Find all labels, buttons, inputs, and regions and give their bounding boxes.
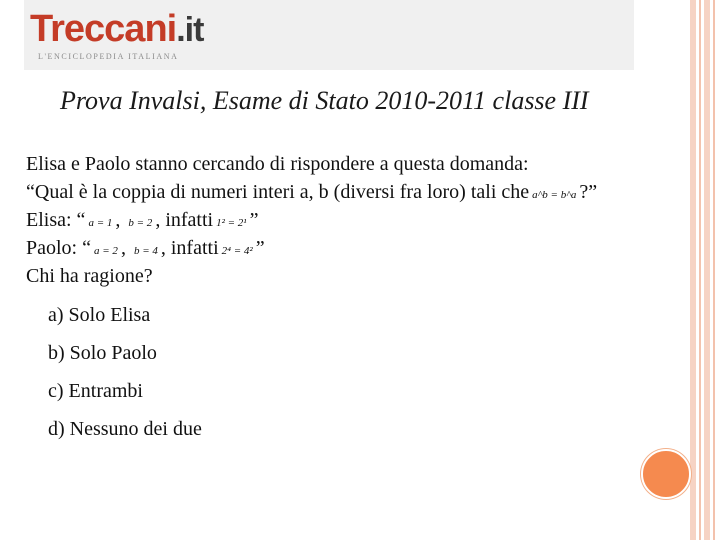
elisa-end: ” [249,209,259,231]
decorative-stripe [690,0,696,540]
question-intro: Elisa e Paolo stanno cercando di rispondere a questa domanda: [26,153,529,175]
elisa-proof: 1² = 2¹ [216,217,247,230]
paolo-label: Paolo: “ [26,237,91,259]
answer-option-d[interactable] [48,418,202,456]
logo-tagline: L'ENCICLOPEDIA ITALIANA [38,52,179,61]
answer-list [48,304,202,456]
decorative-stripe [713,0,715,540]
question-end: ?” [579,181,598,203]
answer-text: Solo Elisa [68,304,151,326]
elisa-infatti: , infatti [155,209,214,231]
elisa-label: Elisa: “ [26,209,86,231]
answer-option-a[interactable] [48,304,202,342]
answer-letter: a) [48,304,64,326]
treccani-logo [30,8,203,51]
answer-letter: b) [48,342,65,364]
logo-banner [24,0,634,70]
paolo-line: Paolo: “ a = 2 , b = 4 , infatti 2⁴ = 4² ” [26,234,686,262]
question-block [26,150,686,290]
question-prompt: Chi ha ragione? [26,265,153,287]
question-math: a^b = b^a [532,189,577,202]
question-text: “Qual è la coppia di numeri interi a, b (diversi fra loro) tali che [26,181,530,203]
elisa-a-value: a = 1 [88,217,113,230]
question-line [26,262,686,290]
paolo-infatti: , infatti [160,237,219,259]
slide-title: Prova Invalsi, Esame di Stato 2010-2011 classe III [60,86,589,115]
answer-option-c[interactable] [48,380,202,418]
logo-suffix: .it [176,11,204,49]
elisa-b-value: b = 2 [128,217,153,230]
answer-text: Entrambi [68,380,143,402]
paolo-end: ” [255,237,265,259]
decorative-stripe [699,0,701,540]
question-line [26,178,686,206]
answer-letter: c) [48,380,64,402]
elisa-line: Elisa: “ a = 1 , b = 2 , infatti 1² = 2¹ ” [26,206,686,234]
paolo-proof: 2⁴ = 4² [221,245,253,258]
question-line [26,150,686,178]
logo-brand: Treccani [30,8,177,50]
answer-option-b[interactable] [48,342,202,380]
decorative-circle [641,449,691,499]
answer-letter: d) [48,418,65,440]
answer-text: Solo Paolo [69,342,157,364]
paolo-b-value: b = 4 [133,245,158,258]
decorative-stripe [704,0,710,540]
paolo-a-value: a = 2 [94,245,118,258]
answer-text: Nessuno dei due [69,418,202,440]
